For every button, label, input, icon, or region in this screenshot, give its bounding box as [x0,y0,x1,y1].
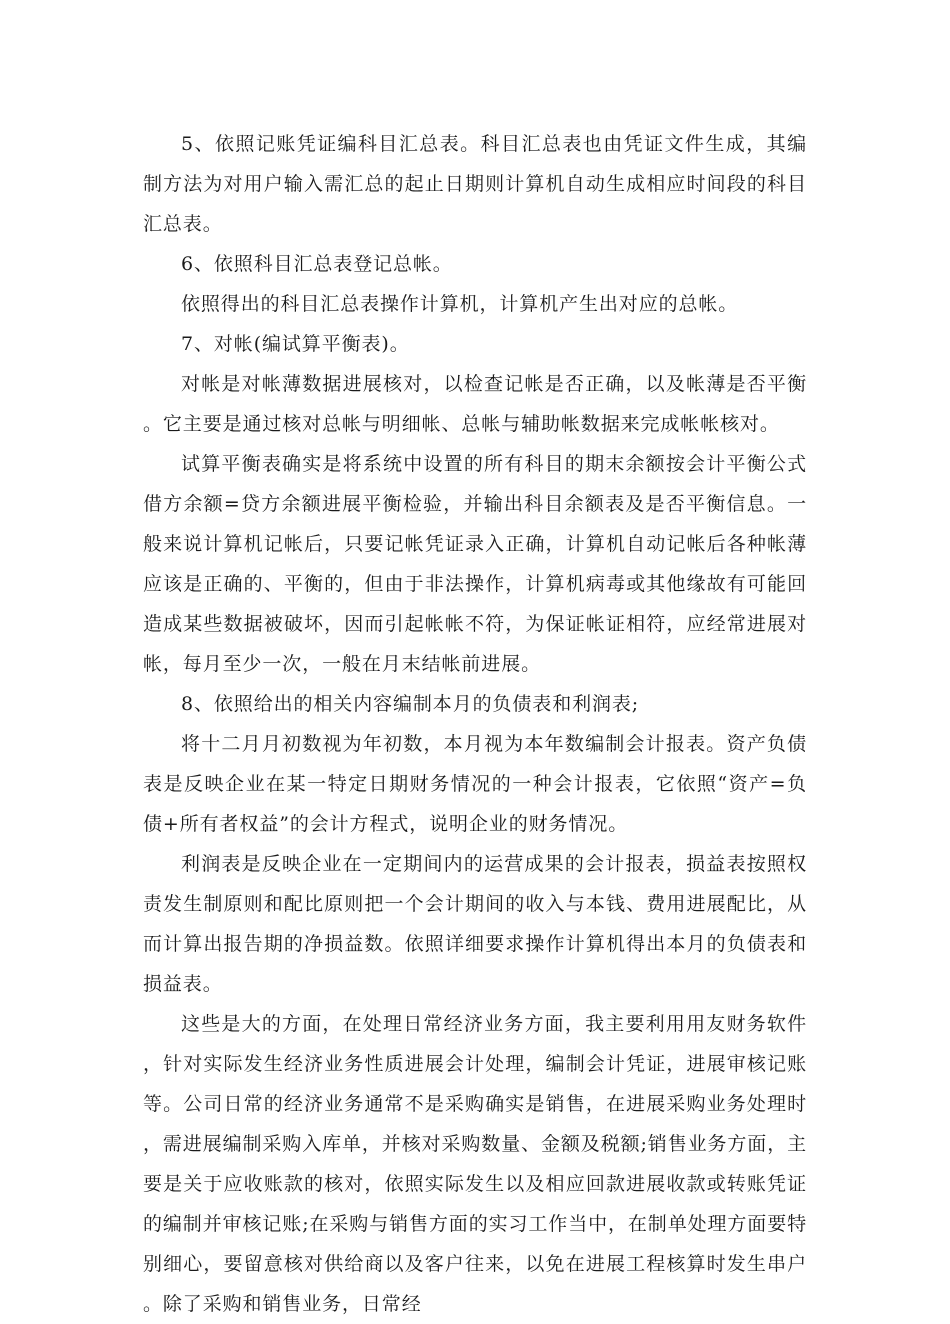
paragraph-step-8: 8、依照给出的相关内容编制本月的负债表和利润表; [181,693,640,715]
paragraph-step-6: 6、依照科目汇总表登记总帐。 [181,253,453,275]
paragraph-step-5: 5、依照记账凭证编科目汇总表。科目汇总表也由凭证文件生成，其编制方法为对用户输入需汇总的起止日期则计算机自动生成相应时间段的科目汇总表。 [143,133,807,235]
paragraph-trial-balance: 试算平衡表确实是将系统中设置的所有科目的期末余额按会计平衡公式借方余额=贷方余额进展平衡检验，并输出科目余额表及是否平衡信息。一般来说计算机记帐后，只要记帐凭证录入正确，计算机自动记帐后各种帐薄应该是正确的、平衡的，但由于非法操作，计算机病毒或其他缘故有可能回造成某些数据被破坏，因而引起帐帐不符，为保证帐证相符，应经常进展对帐，每月至少一次，一般在月末结帐前进展。 [143,453,807,675]
paragraph-balance-sheet: 将十二月月初数视为年初数，本月视为本年数编制会计报表。资产负债表是反映企业在某一特定日期财务情况的一种会计报表，它依照“资产=负债+所有者权益”的会计方程式，说明企业的财务情况。 [143,733,807,835]
paragraph-step-7: 7、对帐(编试算平衡表)。 [181,333,410,355]
document-body [143,124,807,1324]
paragraph-ledger: 依照得出的科目汇总表操作计算机，计算机产生出对应的总帐。 [181,293,739,315]
paragraph-income-statement: 利润表是反映企业在一定期间内的运营成果的会计报表，损益表按照权责发生制原则和配比原则把一个会计期间的收入与本钱、费用进展配比，从而计算出报告期的净损益数。依照详细要求操作计算机得出本月的负债表和损益表。 [143,853,807,995]
paragraph-reconciliation: 对帐是对帐薄数据进展核对，以检查记帐是否正确，以及帐薄是否平衡。它主要是通过核对总帐与明细帐、总帐与辅助帐数据来完成帐帐核对。 [143,373,807,435]
paragraph-daily-business: 这些是大的方面，在处理日常经济业务方面，我主要利用用友财务软件，针对实际发生经济业务性质进展会计处理，编制会计凭证，进展审核记账等。公司日常的经济业务通常不是采购确实是销售，在进展采购业务处理时，需进展编制采购入库单，并核对采购数量、金额及税额;销售业务方面，主要是关于应收账款的核对，依照实际发生以及相应回款进展收款或转账凭证的编制并审核记账;在采购与销售方面的实习工作当中，在制单处理方面要特别细心，要留意核对供给商以及客户往来，以免在进展工程核算时发生串户。除了采购和销售业务，日常经 [143,1013,808,1315]
